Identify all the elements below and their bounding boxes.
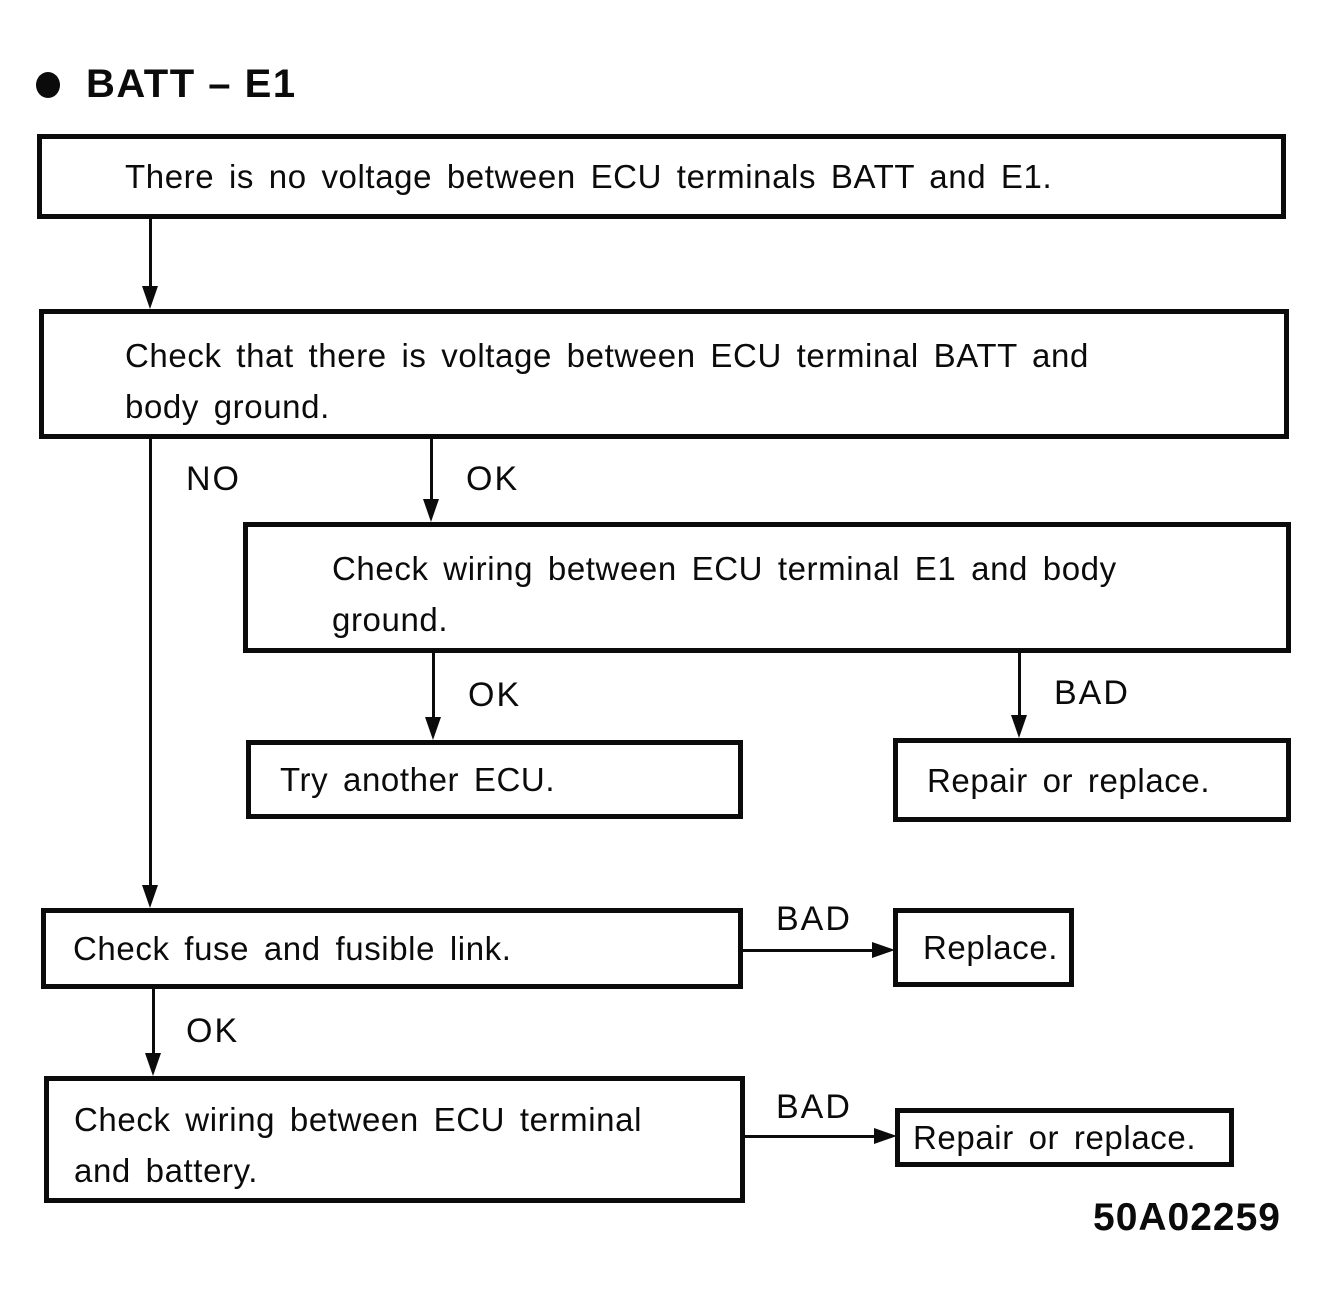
node-check-fuse-fusible-link	[41, 908, 743, 989]
node-text-line: Check wiring between ECU terminal	[74, 1101, 643, 1138]
connector-no-to-check-fuse	[149, 438, 152, 890]
arrowhead-right-icon	[872, 942, 895, 958]
arrowhead-down-icon	[142, 885, 158, 908]
node-text-line: Check that there is voltage between ECU terminal BATT and	[125, 337, 1089, 374]
connector-ok-to-try-another-ecu	[432, 653, 435, 721]
connector-ok-to-check-wiring-e1	[430, 438, 433, 504]
arrowhead-down-icon	[145, 1053, 161, 1076]
node-text-line: Check wiring between ECU terminal E1 and body	[332, 550, 1117, 587]
node-text: Repair or replace.	[913, 1119, 1197, 1156]
node-check-wiring-e1-ground	[243, 522, 1291, 653]
bullet-icon	[36, 72, 60, 98]
node-check-voltage-batt-ground	[39, 309, 1289, 439]
figure-code: 50A02259	[1093, 1196, 1281, 1239]
arrowhead-down-icon	[1011, 715, 1027, 738]
node-text-line: body ground.	[125, 388, 330, 425]
arrowhead-down-icon	[423, 499, 439, 522]
node-repair-or-replace-wiring	[895, 1108, 1234, 1167]
edge-label-bad: BAD	[776, 1088, 852, 1126]
connector-bad-to-replace	[742, 949, 876, 952]
node-text-line: and battery.	[74, 1152, 259, 1189]
node-text: There is no voltage between ECU terminals BATT and E1.	[125, 158, 1053, 195]
node-text-line: ground.	[332, 601, 449, 638]
node-problem	[37, 134, 1286, 219]
section-title-text: BATT – E1	[86, 62, 297, 106]
node-text: Repair or replace.	[927, 761, 1211, 799]
edge-label-bad: BAD	[776, 900, 852, 938]
edge-label-ok: OK	[186, 1012, 240, 1050]
edge-label-bad: BAD	[1054, 674, 1130, 712]
connector-ok-to-check-wiring-battery	[152, 989, 155, 1057]
node-text: Replace.	[923, 929, 1059, 966]
node-repair-or-replace-e1	[893, 738, 1291, 822]
connector-bad-to-repair-or-replace	[1018, 653, 1021, 719]
section-title	[36, 62, 297, 107]
connector-problem-to-check-voltage	[149, 218, 152, 290]
arrowhead-down-icon	[425, 717, 441, 740]
edge-label-ok: OK	[468, 676, 522, 714]
node-try-another-ecu	[246, 740, 743, 819]
arrowhead-right-icon	[874, 1128, 897, 1144]
node-check-wiring-ecu-battery	[44, 1076, 745, 1203]
connector-bad-to-repair-or-replace-wiring	[744, 1135, 878, 1138]
arrowhead-down-icon	[142, 286, 158, 309]
edge-label-no: NO	[186, 460, 241, 498]
node-replace-fuse	[893, 908, 1074, 987]
edge-label-ok: OK	[466, 460, 520, 498]
node-text: Check fuse and fusible link.	[73, 930, 512, 967]
node-text: Try another ECU.	[280, 761, 556, 798]
